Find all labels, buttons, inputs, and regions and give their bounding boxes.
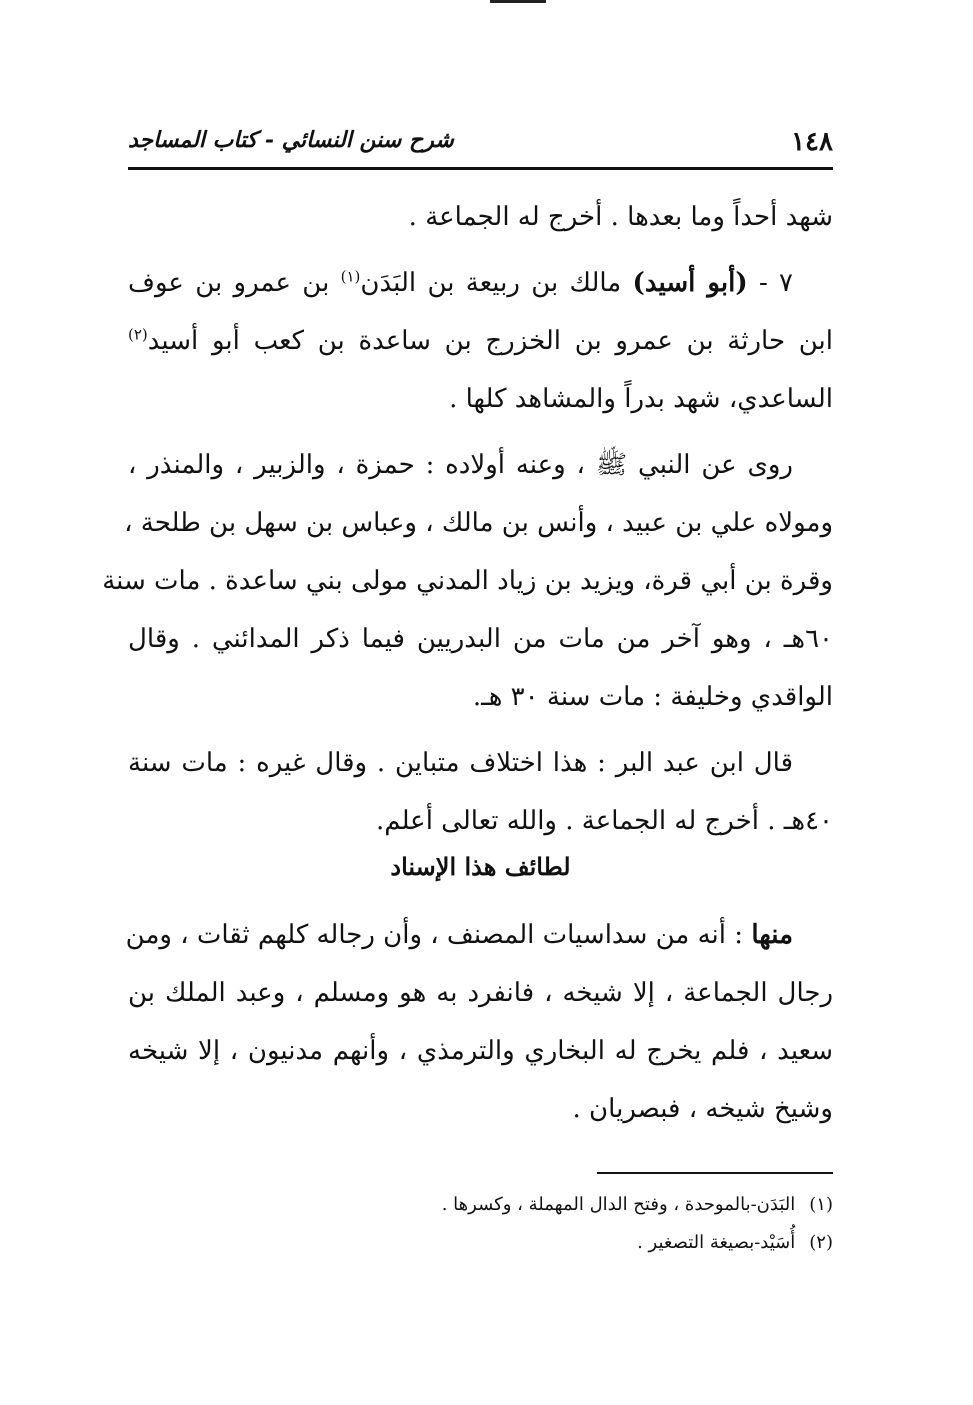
top-edge-mark [490,0,546,3]
paragraph-line: الواقدي وخليفة : مات سنة ٣٠ هـ. [472,682,833,712]
lineage-text: ابن حارثة بن عمرو بن الخزرج بن ساعدة بن كعب أبو أسيد [147,326,833,356]
paragraph-line: روى عن النبي ﷺ ، وعنه أولاده : حمزة ، والزبير ، والمنذر ، [128,450,793,480]
running-header [128,127,833,169]
paragraph-line: ٦٠هـ ، وهو آخر من مات من البدريين فيما ذكر المدائني . وقال [128,624,833,654]
paragraph-line: الساعدي، شهد بدراً والمشاهد كلها . [449,384,833,414]
paragraph-line [128,254,833,312]
header-rule [128,167,833,170]
paragraph-line: ٤٠هـ . أخرج له الجماعة . والله تعالى أعلم. [376,806,833,836]
page-number: ١٤٨ [791,127,833,157]
paragraph-line: سعيد ، فلم يخرج له البخاري والترمذي ، وأنهم مدنيون ، إلا شيخه [128,1036,833,1066]
footnote-ref-2[interactable]: (٢) [128,325,148,344]
paragraph-line [128,312,833,370]
paragraph-4 [128,734,833,850]
footnote-text: البَدَن-بالموحدة ، وفتح الدال المهملة ، وكسرها . [441,1194,796,1215]
paragraph-line [125,906,833,964]
paragraph-line: قال ابن عبد البر : هذا اختلاف متباين . وقال غيره : مات سنة [128,748,793,778]
paragraph-line: ومولاه علي بن عبيد ، وأنس بن مالك ، وعباس بن سهل بن طلحة ، [124,508,833,538]
footnote-number: (١) [809,1194,833,1215]
lead-word: منها [751,920,793,950]
narrator-kunya: (أبو أسيد) [632,268,748,298]
paragraph-line: رجال الجماعة ، إلا شيخه ، فانفرد به هو ومسلم ، وعبد الملك بن [128,978,833,1008]
footnote-2 [128,1224,833,1262]
footnotes [128,1186,833,1262]
item-number: ٧ - [758,268,793,298]
footnote-ref-1[interactable]: (١) [340,267,361,286]
footnote-rule [597,1172,833,1174]
paragraph-line: شهد أحداً وما بعدها . أخرج له الجماعة . [408,202,833,232]
header-title: شرح سنن النسائي - كتاب المساجد [128,127,454,153]
paragraph-2 [128,254,833,428]
narrator-name-cont: بن عمرو بن عوف [128,268,330,298]
lead-text: : أنه من سداسيات المصنف ، وأن رجاله كلهم ثقات ، ومن [125,920,744,950]
footnote-number: (٢) [809,1232,833,1253]
paragraph-line: وشيخ شيخه ، فبصريان . [572,1094,833,1124]
paragraph-line: وقرة بن أبي قرة، ويزيد بن زياد المدني مولى بني ساعدة . مات سنة [102,566,833,596]
footnote-text: أُسَيْد-بصيغة التصغير . [637,1232,796,1253]
footnote-1 [128,1186,833,1224]
section-text [125,906,833,1138]
paragraph-3 [102,436,833,726]
section-heading: لطائف هذا الإسناد [390,852,571,881]
paragraph-1 [128,188,833,246]
narrator-name: مالك بن ربيعة بن البَدَن [360,268,622,298]
main-text [102,188,833,850]
